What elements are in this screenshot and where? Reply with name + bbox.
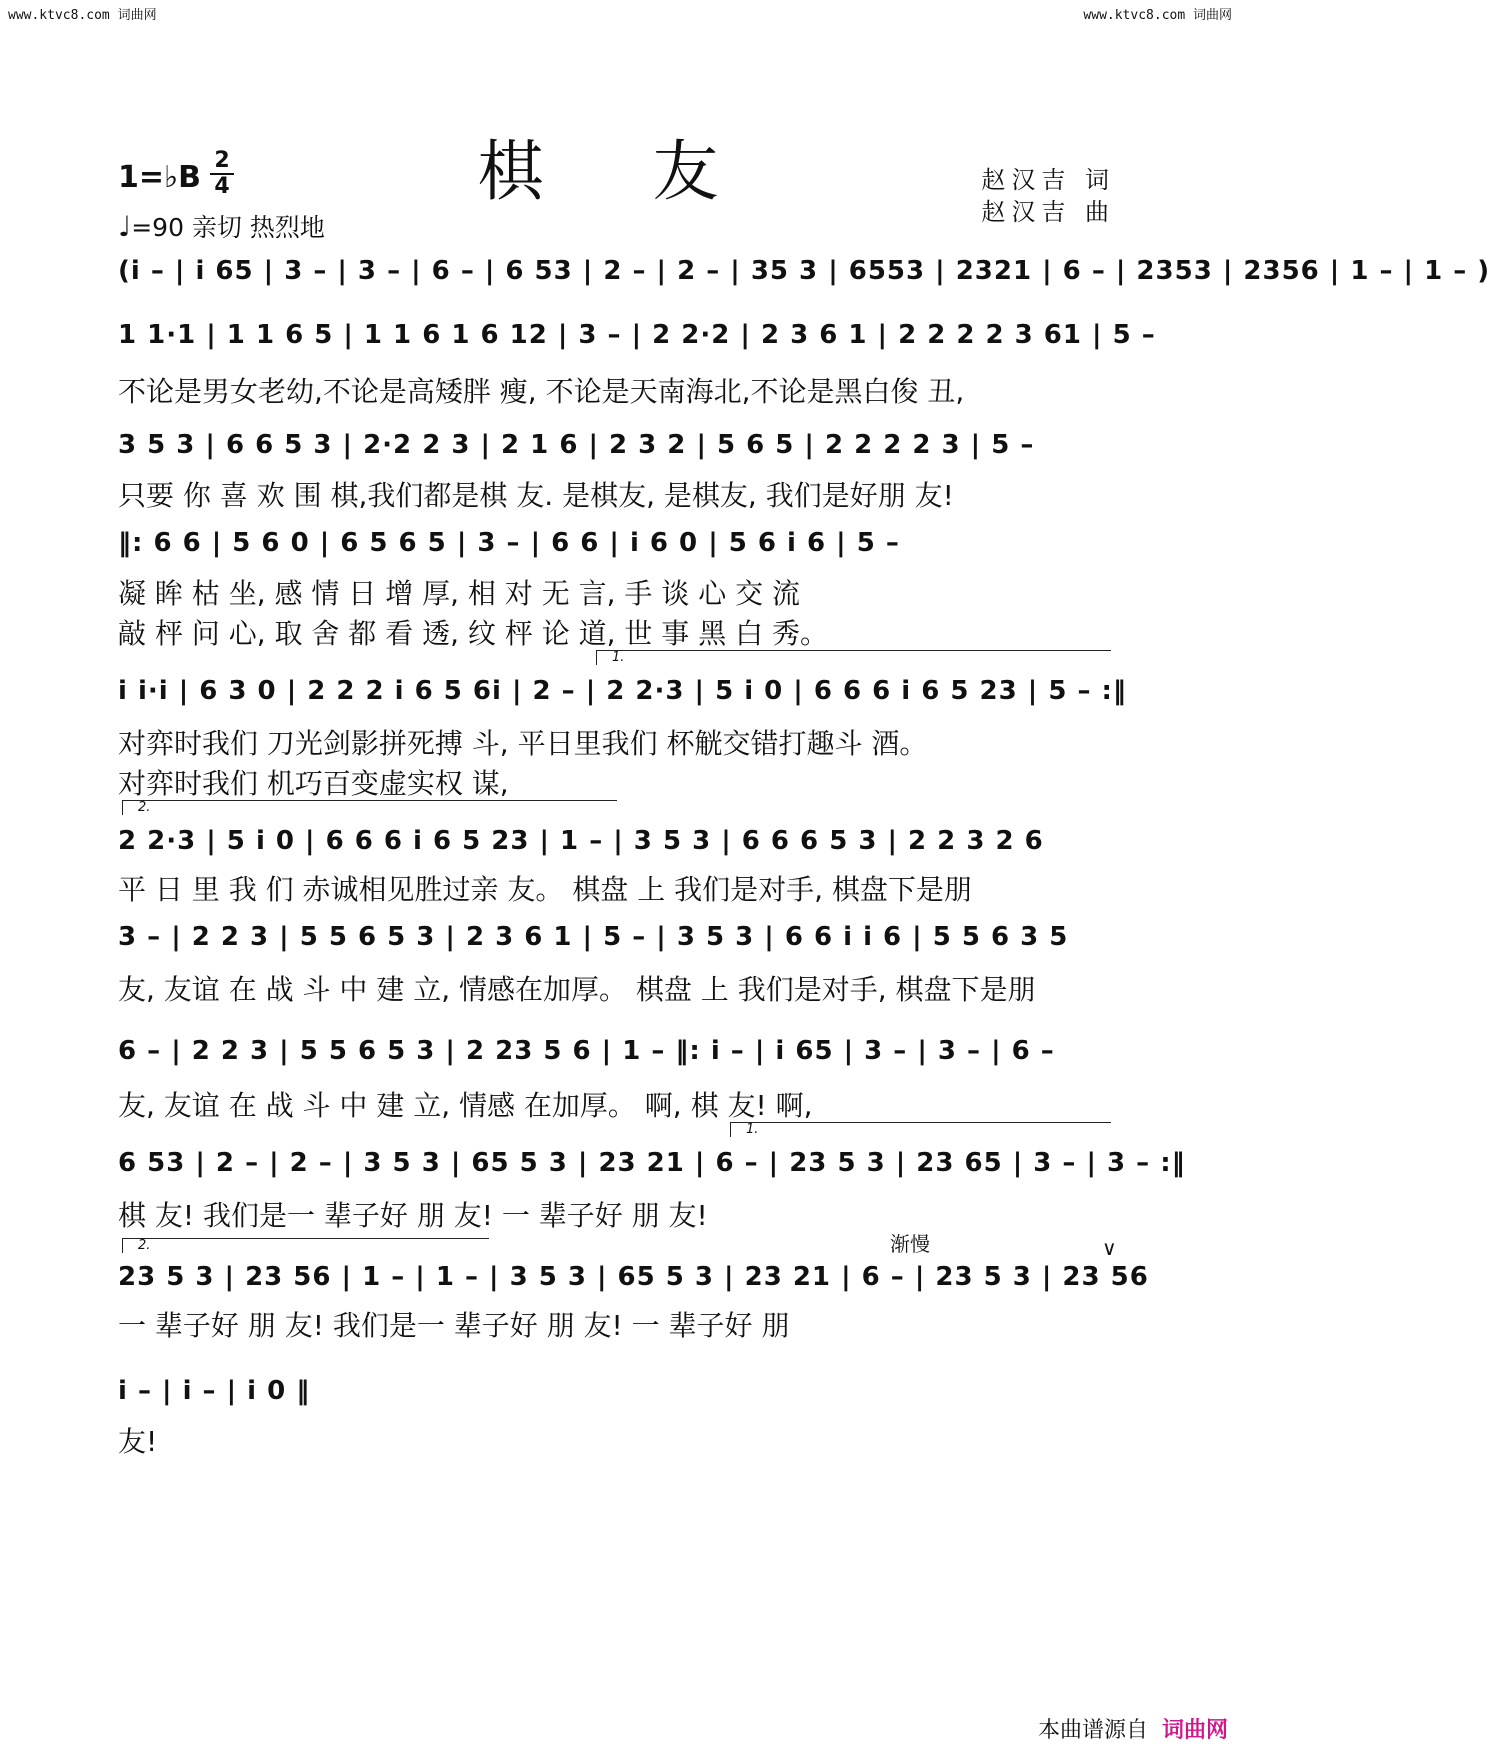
key-signature: 1=♭B xyxy=(118,160,202,195)
volta-number-4: 2. xyxy=(138,1238,151,1253)
volta-bracket-2 xyxy=(122,800,617,815)
lyric-line-7: 友, 友谊 在 战 斗 中 建 立, 情感 在加厚。 啊, 棋 友! 啊, xyxy=(118,1089,813,1122)
lyric-line-3b: 敲 枰 问 心, 取 舍 都 看 透, 纹 枰 论 道, 世 事 黑 白 秀。 xyxy=(118,617,829,650)
lyric-line-2: 只要 你 喜 欢 围 棋,我们都是棋 友. 是棋友, 是棋友, 我们是好朋 友! xyxy=(118,479,954,512)
volta-bracket-4 xyxy=(122,1238,489,1253)
tempo-text: =90 亲切 热烈地 xyxy=(131,213,325,242)
music-line-5: 2 2·3 | 5 i 0 | 6 6 6 i 6 5 23 | 1 – | 3 5 3 | 6 6 6 5 3 | 2 2 3 2 6 xyxy=(118,826,1044,856)
lyric-line-9: 一 辈子好 朋 友! 我们是一 辈子好 朋 友! 一 辈子好 朋 xyxy=(118,1309,790,1342)
volta-number-2: 2. xyxy=(138,800,151,815)
time-signature-bottom: 4 xyxy=(214,174,230,199)
time-signature-top: 2 xyxy=(214,148,230,173)
site-header-right: www.ktvc8.com 词曲网 xyxy=(1083,8,1232,23)
volta-bracket-1 xyxy=(596,650,1111,665)
slowing-marking: 渐慢 xyxy=(890,1232,930,1256)
volta-number-3: 1. xyxy=(746,1122,759,1137)
lyric-line-6: 友, 友谊 在 战 斗 中 建 立, 情感在加厚。 棋盘 上 我们是对手, 棋盘下是朋 xyxy=(118,973,1036,1006)
footer-source: 本曲谱源自 xyxy=(1037,1718,1148,1743)
music-line-7: 6 – | 2 2 3 | 5 5 6 5 3 | 2 23 5 6 | 1 – ‖: i – | i 65 | 3 – | 3 – | 6 – xyxy=(118,1036,1055,1066)
site-header-left: www.ktvc8.com 词曲网 xyxy=(8,8,157,23)
footer-brand-link[interactable]: 词曲网 xyxy=(1161,1718,1228,1743)
lyric-line-8: 棋 友! 我们是一 辈子好 朋 友! 一 辈子好 朋 友! xyxy=(118,1199,708,1232)
breath-mark: ∨ xyxy=(1102,1236,1117,1260)
lyric-line-1: 不论是男女老幼,不论是高矮胖 瘦, 不论是天南海北,不论是黑白俊 丑, xyxy=(118,375,965,408)
quarter-note-icon: ♩ xyxy=(118,210,132,243)
tempo-marking xyxy=(118,208,325,244)
lyricist-credit: 赵汉吉 词 xyxy=(981,166,1115,194)
music-line-4: i i·i | 6 3 0 | 2 2 2 i 6 5 6i | 2 – | 2 2·3 | 5 i 0 | 6 6 6 i 6 5 23 | 5 – :‖ xyxy=(118,676,1127,706)
time-signature xyxy=(210,150,234,198)
volta-bracket-3 xyxy=(730,1122,1111,1137)
lyric-line-3a: 凝 眸 枯 坐, 感 情 日 增 厚, 相 对 无 言, 手 谈 心 交 流 xyxy=(118,577,801,610)
music-line-6: 3 – | 2 2 3 | 5 5 6 5 3 | 2 3 6 1 | 5 – | 3 5 3 | 6 6 i i 6 | 5 5 6 3 5 xyxy=(118,922,1069,952)
music-line-9: 23 5 3 | 23 56 | 1 – | 1 – | 3 5 3 | 65 5 3 | 23 21 | 6 – | 23 5 3 | 23 56 xyxy=(118,1262,1149,1292)
lyric-line-10: 友! xyxy=(118,1425,158,1458)
page-footer xyxy=(1038,1713,1228,1744)
music-line-3: ‖: 6 6 | 5 6 0 | 6 5 6 5 | 3 – | 6 6 | i 6 0 | 5 6 i 6 | 5 – xyxy=(118,528,900,558)
lyric-line-5: 平 日 里 我 们 赤诚相见胜过亲 友。 棋盘 上 我们是对手, 棋盘下是朋 xyxy=(118,873,972,906)
music-line-1: 1 1·1 | 1 1 6 5 | 1 1 6 1 6 12 | 3 – | 2 2·2 | 2 3 6 1 | 2 2 2 2 3 61 | 5 – xyxy=(118,320,1156,350)
lyric-line-4a: 对弈时我们 刀光剑影拼死搏 斗, 平日里我们 杯觥交错打趣斗 酒。 xyxy=(118,727,928,760)
music-line-2: 3 5 3 | 6 6 5 3 | 2·2 2 3 | 2 1 6 | 2 3 2 | 5 6 5 | 2 2 2 2 3 | 5 – xyxy=(118,430,1035,460)
music-line-intro: (i – | i 65 | 3 – | 3 – | 6 – | 6 53 | 2 – | 2 – | 35 3 | 6553 | 2321 | 6 – | 2353 | 2356 | 1 – | 1 – ) xyxy=(118,256,1490,286)
music-line-8: 6 53 | 2 – | 2 – | 3 5 3 | 65 5 3 | 23 21 | 6 – | 23 5 3 | 23 65 | 3 – | 3 – :‖ xyxy=(118,1148,1186,1178)
volta-number-1: 1. xyxy=(612,650,625,665)
song-title: 棋 友 xyxy=(477,133,763,210)
composer-credit: 赵汉吉 曲 xyxy=(981,198,1115,226)
music-line-10: i – | i – | i 0 ‖ xyxy=(118,1376,311,1406)
lyric-line-4b: 对弈时我们 机巧百变虚实权 谋, xyxy=(118,767,509,800)
